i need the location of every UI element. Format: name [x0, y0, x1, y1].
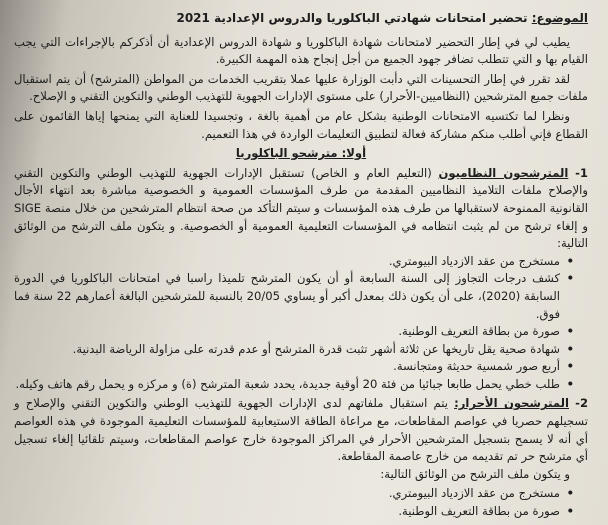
- regular-documents-list: [14, 253, 588, 394]
- free-body: يتم استقبال ملفاتهم لدى الإدارات الجهوية للتهذيب الوطني والتكوين التقني والإصلاح و تسجيلهم حصريا في عواصم المقاطعات، مع مراعاة الطاقة الاستيعابية للمؤسسات التعليمية الموجودة في هذه العواصم أي أنه لا يسمح بتسجيل المترشحين الأحرار في المراكز الموجودة خارج عواصم المقاطعات، وسيتم تلقائيا إلغاء تسجيل أي مترشح حر تم تقديمه من خارج عاصمة المقاطعة.: [14, 396, 588, 464]
- list-item: • شهادة صحية يقل تاريخها عن ثلاثة أشهر تثبت قدرة المترشح أو عدم قدرته على مزاولة الرياضة البدنية.: [14, 341, 574, 359]
- regular-candidates-paragraph: [14, 165, 588, 253]
- list-item: • صورة من بطاقة التعريف الوطنية.: [14, 503, 574, 521]
- intro-paragraph-2: لقد تقرر في إطار التحسينات التي دأبت الوزارة عليها عملا بتقريب الخدمات من المواطن (المترشح) أن يتم استقبال ملفات جميع المترشحين (النظاميين-الأحرار) على مستوى الإدارات الجهوية للتهذيب الوطني والتكوين التقني و الإصلاح.: [14, 71, 588, 104]
- regular-body-before-code: (التعليم العام و الخاص) تستقبل الإدارات الجهوية للتهذيب الوطني والتكوين التقني والإصلاح ملفات التلاميذ النظاميين المقدمة من طرف المؤسسات العمومية و الخصوصية مباشرة بعد انتهاء الأجال القانونية الممنوحة لاستقبالها من طرف هذه المؤسسات و سيتم التأكد من صحة انتظام المترشحين من خلال منصة: [14, 165, 588, 215]
- list-item: • أربع صور شمسية حديثة ومتجانسة.: [14, 358, 574, 376]
- section-one-title: أولا: مترشحو الباكلوريا: [235, 146, 367, 161]
- intro-paragraph-3: ونظرا لما تكتسيه الامتحانات الوطنية بشكل عام من أهمية بالغة ، وتجسيدا للعناية التي يمنحها إياها القائمون على القطاع فإني أطلب منكم مشاركة فعالة لتطبيق التعليمات الواردة في هذا التعميم.: [14, 108, 588, 141]
- free-candidates-paragraph: [14, 395, 588, 465]
- free-heading: المترشحون الأحرار:: [454, 396, 569, 411]
- subject-text: تحضير امتحانات شهادتي الباكلوريا والدروس الإعدادية 2021: [176, 11, 528, 25]
- regular-heading: المترشحون النظاميون: [438, 165, 569, 180]
- intro-paragraph-1: يطيب لي في إطار التحضير لامتحانات شهادة الباكلوريا و شهادة الدروس الإعدادية أن أذكركم بالإجراءات التي يجب القيام بها و التي تتطلب تضافر جهود الجميع من أجل إنجاح هذه المهمة الكبيرة.: [14, 34, 588, 67]
- regular-number: 1-: [575, 165, 588, 180]
- document-subject: [14, 10, 588, 28]
- free-documents-list: [14, 485, 588, 520]
- list-item: • صورة من بطاقة التعريف الوطنية.: [14, 323, 574, 341]
- list-item: • مستخرج من عقد الازدياد البيومتري.: [14, 485, 574, 503]
- list-item: • مستخرج من عقد الازدياد البيومتري.: [14, 253, 574, 271]
- free-number: 2-: [575, 396, 589, 411]
- list-item: • طلب خطي يحمل طابعا جبائيا من فئة 20 أوقية جديدة، يحدد شعبة المترشح (ة) و مركزه و يحمل رقم هاتف وكيله.: [14, 376, 574, 394]
- list-item: • كشف درجات التجاوز إلى السنة السابعة أو أن يكون المترشح تلميذا راسبا في امتحانات الباكلوريا في الدورة السابقة (2020)، على أن يكون ذلك بمعدل أكبر أو يساوي 20/05 بالنسبة للمترشحين البالغة أعمارهم 22 سنة فما فوق.: [14, 270, 574, 323]
- platform-code: SIGE: [14, 200, 42, 215]
- regular-body-after-code: و إلغاء ترشح من لم يثبت انتظامه في المؤسسات التعليمية العمومية أو الخصوصية. و يتكون ملف الترشح من الوثائق التالية:: [14, 218, 588, 251]
- subject-label: الموضوع:: [531, 11, 588, 25]
- free-documents-intro: و يتكون ملف الترشح من الوثائق التالية:: [380, 466, 570, 481]
